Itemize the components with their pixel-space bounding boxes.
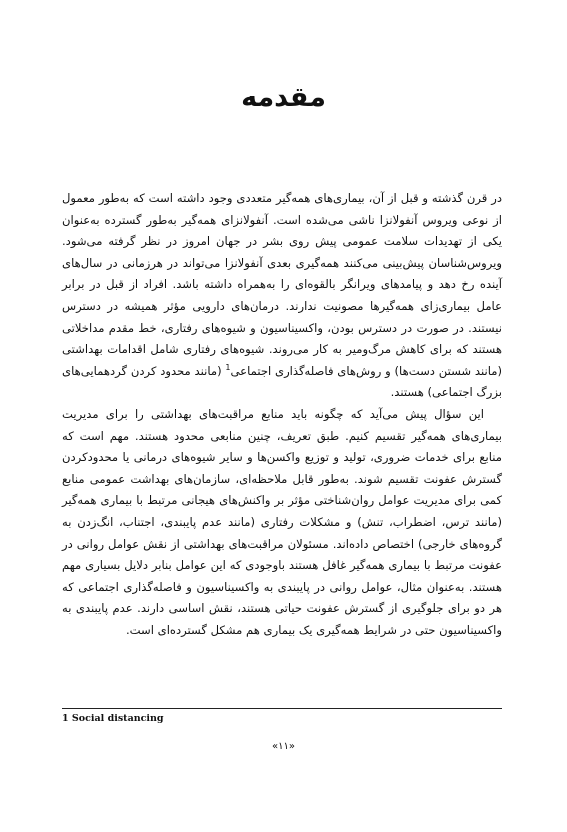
paragraph-2: این سؤال پیش می‌آید که چگونه باید منابع مراقبت‌های بهداشتی را برای مدیریت بیماری‌های همه‌گیر تقسیم کنیم. طبق تعریف، چنین منابعی محدود هستند. مهم است که منابع برای خدمات ضروری، تولید و توزیع واکسن‌ها و سایر شیوه‌های درمانی یا محدودکردن گسترش عفونت تقسیم شوند. به‌طور قابل ملاحظه‌ای، سازمان‌های بهداشت عمومی منابع کمی برای مدیریت عوامل روان‌شناختی مؤثر بر واکنش‌های هیجانی مرتبط با بیماری همه‌گیر (مانند ترس، اضطراب، تنش) و مشکلات رفتاری (مانند عدم پایبندی، اجتناب، انگ‌زدن به گروه‌های خارجی) اختصاص داده‌اند. مسئولان مراقبت‌های بهداشتی از نقش عوامل روانی در عفونت مرتبط با بیماری همه‌گیر غافل هستند باوجودی که این عوامل بنابر دلایل بسیاری مهم هستند. به‌عنوان مثال، عوامل روانی در پایبندی به واکسیناسیون و فاصله‌گذاری اجتماعی که هر دو برای جلوگیری از گسترش عفونت حیاتی هستند، نقش اساسی دارند. عدم پایبندی به واکسیناسیون حتی در شرایط همه‌گیری یک بیماری هم مشکل گسترده‌ای است. (62, 406, 502, 637)
page-number: «۱۱» (272, 741, 295, 752)
footnote-divider (62, 708, 502, 709)
paragraph-1-text-end: (مانند محدود کردن گردهمایی‌های بزرگ اجتماعی) هستند. (62, 363, 502, 400)
paragraph-1 (62, 188, 502, 404)
body-text (62, 188, 502, 641)
page-title: مقدمه (241, 82, 326, 113)
paragraph-1-text: در قرن گذشته و قبل از آن، بیماری‌های همه‌گیر متعددی وجود داشته است که به‌طور معمول از نوعی ویروس آنفولانزا ناشی می‌شده است. آنفولانزای همه‌گیر به‌طور گسترده به‌عنوان یکی از تهدیدات سلامت عمومی پیش روی بشر در جهان امروز در نظر گرفته می‌شود. ویروس‌شناسان پیش‌بینی می‌کنند همه‌گیری بعدی آنفولانزا می‌تواند در هرزمانی در سال‌های آینده رخ دهد و پیامدهای ویرانگر بالقوه‌ای را به‌همراه داشته باشد. افراد از قبل در برابر عامل بیماری‌زای همه‌گیرها مصونیت ندارند. درمان‌های دارویی مؤثر همیشه در دسترس نیستند. در صورت در دسترس بودن، واکسیناسیون و شیوه‌های رفتاری، خط مقدم مداخلاتی هستند که برای کاهش مرگ‌ومیر به کار می‌روند. شیوه‌های رفتاری شامل اقدامات بهداشتی (مانند شستن دست‌ها) و روش‌های فاصله‌گذاری اجتماعی (62, 191, 502, 378)
footnote: 1 Social distancing (62, 713, 164, 724)
footnote-marker: 1 (225, 362, 231, 372)
